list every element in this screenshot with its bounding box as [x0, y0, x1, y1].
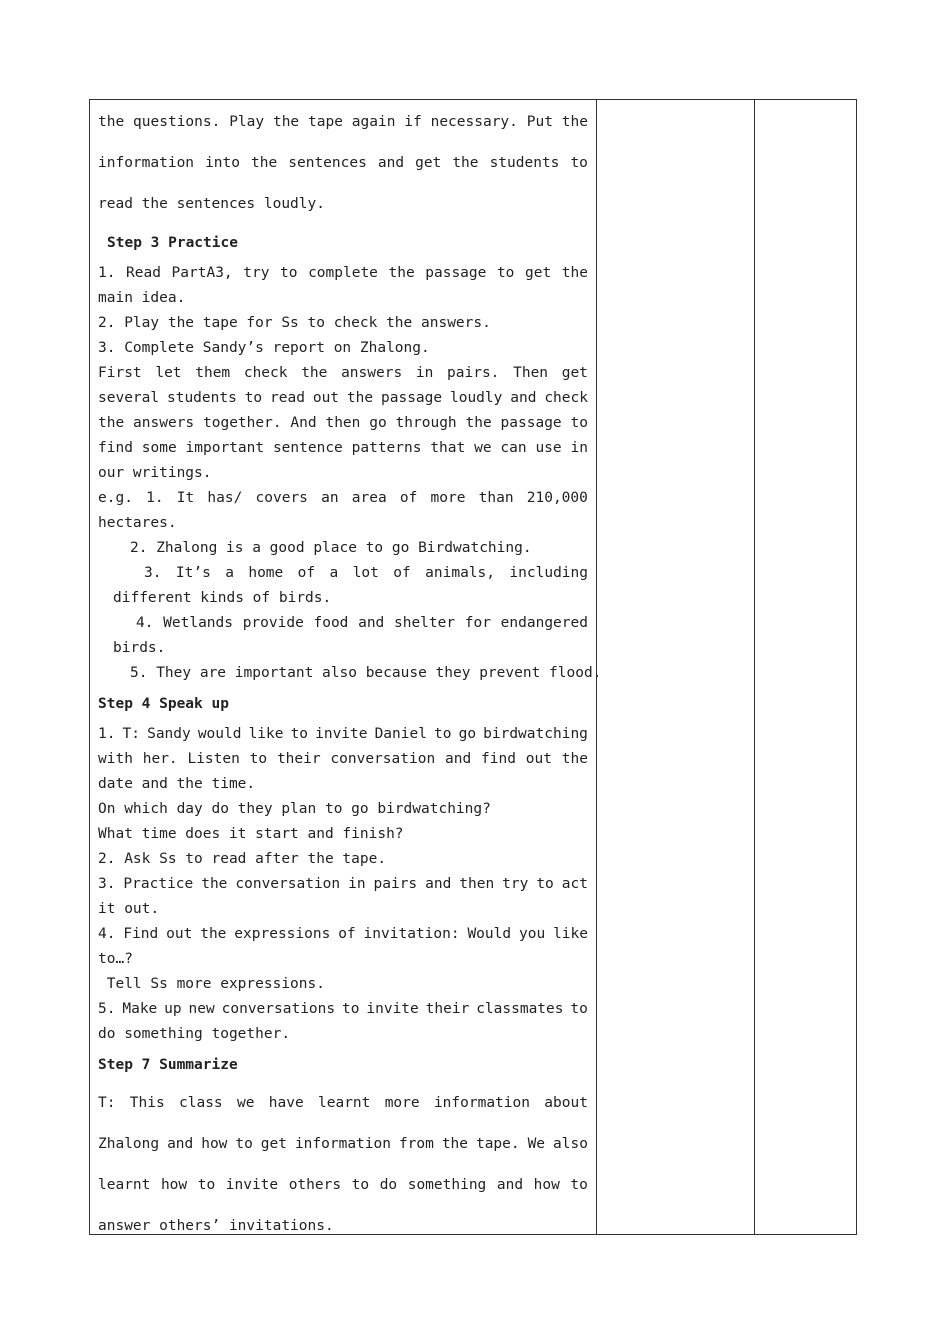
text-line: 5. They are important also because they prevent flood. — [130, 665, 602, 681]
text-line: 1. Read PartA3, try to complete the passage to get the — [98, 265, 588, 281]
text-line: main idea. — [98, 290, 186, 306]
text-line: e.g. 1. It has/ covers an area of more than 210,000 — [98, 490, 588, 506]
text-line: Tell Ss more expressions. — [98, 976, 325, 992]
text-line: information into the sentences and get the students to — [98, 155, 588, 171]
text-line: 2. Play the tape for Ss to check the answers. — [98, 315, 491, 331]
text-line: to…? — [98, 951, 133, 967]
text-line: 3. Practice the conversation in pairs and then try to act — [98, 876, 588, 892]
text-line: First let them check the answers in pairs. Then get — [98, 365, 588, 381]
text-line: our writings. — [98, 465, 212, 481]
text-line: with her. Listen to their conversation and find out the — [98, 751, 588, 767]
text-line: learnt how to invite others to do something and how to — [98, 1177, 588, 1193]
text-line: On which day do they plan to go birdwatching? — [98, 801, 491, 817]
text-line: the questions. Play the tape again if necessary. Put the — [98, 114, 588, 130]
procedure-column — [98, 100, 602, 1247]
text-line: 3. It’s a home of a lot of animals, including — [144, 565, 588, 581]
text-line: 2. Zhalong is a good place to go Birdwatching. — [130, 540, 532, 556]
text-line: T: This class we have learnt more information about — [98, 1095, 588, 1111]
step-7-heading: Step 7 Summarize — [98, 1057, 238, 1073]
text-line: 5. Make up new conversations to invite their classmates to — [98, 1001, 588, 1017]
text-line: date and the time. — [98, 776, 256, 792]
text-line: several students to read out the passage loudly and check — [98, 390, 588, 406]
text-line: hectares. — [98, 515, 177, 531]
text-line: do something together. — [98, 1026, 291, 1042]
text-line: 3. Complete Sandy’s report on Zhalong. — [98, 340, 430, 356]
text-line: What time does it start and finish? — [98, 826, 404, 842]
text-line: read the sentences loudly. — [98, 196, 325, 212]
text-line: 2. Ask Ss to read after the tape. — [98, 851, 387, 867]
text-line: it out. — [98, 901, 160, 917]
text-line: different kinds of birds. — [113, 590, 332, 606]
text-line: 1. T: Sandy would like to invite Daniel to go birdwatching — [98, 726, 588, 742]
step-4-heading: Step 4 Speak up — [98, 696, 229, 712]
text-line: 4. Wetlands provide food and shelter for endangered — [136, 615, 588, 631]
text-line: the answers together. And then go through the passage to — [98, 415, 588, 431]
text-line: answer others’ invitations. — [98, 1218, 334, 1234]
text-line: birds. — [113, 640, 166, 656]
lesson-table — [89, 99, 857, 1235]
text-line: 4. Find out the expressions of invitation: Would you like — [98, 926, 588, 942]
text-line: Zhalong and how to get information from the tape. We also — [98, 1136, 588, 1152]
text-line: find some important sentence patterns that we can use in — [98, 440, 588, 456]
column-divider — [754, 100, 755, 1234]
step-3-heading: Step 3 Practice — [107, 235, 238, 251]
